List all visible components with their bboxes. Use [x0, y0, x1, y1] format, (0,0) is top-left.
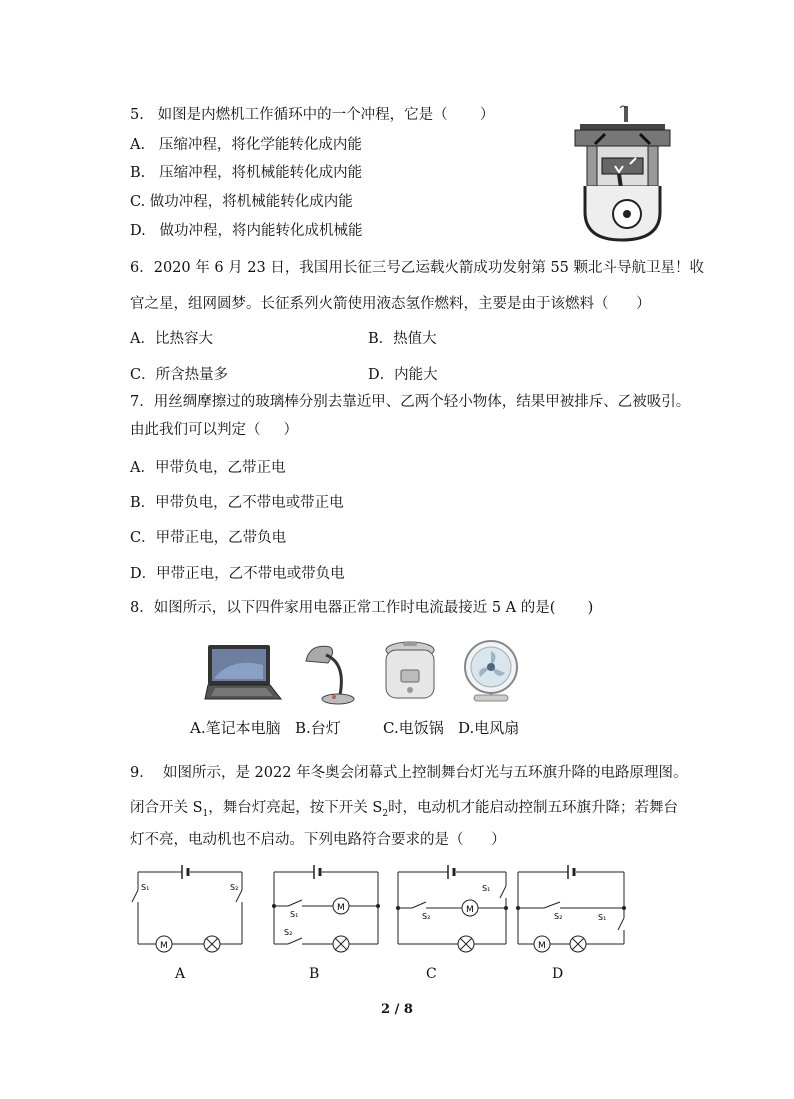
switch-s1-label-c: S₁ [482, 884, 491, 893]
q5-stem: 5. 如图是内燃机工作循环中的一个冲程，它是（ ） [130, 107, 495, 123]
circuit-label-a: A [175, 966, 186, 982]
q8-caption-b: B.台灯 [295, 719, 341, 737]
q5-option-d: D. 做功冲程，将内能转化成机械能 [130, 223, 363, 239]
q9-stem-line3: 灯不亮，电动机也不启动。下列电路符合要求的是（ ） [130, 832, 506, 848]
q7-option-a: A．甲带负电，乙带正电 [130, 460, 286, 476]
motor-label-b: M [337, 903, 345, 913]
switch-s2-label-a: S₂ [230, 883, 239, 892]
motor-label-d: M [538, 941, 546, 951]
circuit-diagram-c [394, 862, 514, 957]
switch-s1-label-a: S₁ [141, 883, 150, 892]
motor-label-a: M [160, 941, 168, 951]
rice-cooker-image [379, 640, 441, 706]
q6-stem-line2: 官之星，组网圆梦。长征系列火箭使用液态氢作燃料，主要是由于该燃料（ ） [130, 296, 651, 312]
q5-option-b: B. 压缩冲程，将机械能转化成内能 [130, 165, 363, 181]
motor-label-c: M [466, 905, 474, 915]
circuit-label-b: B [309, 966, 320, 982]
q7-option-c: C．甲带正电，乙带负电 [130, 530, 287, 546]
q6-option-a: A．比热容大 [130, 331, 213, 347]
q8-caption-a: A.笔记本电脑 [190, 719, 281, 737]
q6-option-d: D．内能大 [368, 367, 438, 383]
laptop-image [203, 643, 283, 703]
circuit-label-d: D [552, 966, 564, 982]
electric-fan-image [460, 637, 522, 705]
q6-stem-line1: 6．2020 年 6 月 23 日，我国用长征三号乙运载火箭成功发射第 55 颗北斗导航卫星！收 [130, 260, 705, 276]
circuit-diagram-d [514, 862, 634, 957]
q7-option-d: D．甲带正电，乙不带电或带负电 [130, 566, 345, 582]
circuit-diagram-b [266, 862, 386, 957]
switch-s2-label-c: S₂ [422, 912, 431, 921]
q7-stem-line1: 7．用丝绸摩擦过的玻璃棒分别去靠近甲、乙两个轻小物体，结果甲被排斥、乙被吸引。 [130, 394, 691, 410]
q8-caption-c: C.电饭锅 [383, 719, 444, 737]
engine-stroke-figure [575, 104, 670, 242]
q5-option-a: A. 压缩冲程，将化学能转化成内能 [130, 137, 362, 153]
circuit-diagram-a [130, 862, 250, 957]
switch-s1-label-b: S₁ [290, 910, 299, 919]
circuit-label-c: C [426, 966, 437, 982]
q6-option-c: C．所含热量多 [130, 367, 229, 383]
q5-option-c: C. 做功冲程，将机械能转化成内能 [130, 194, 353, 210]
desk-lamp-image [300, 641, 360, 705]
switch-s2-label-b: S₂ [284, 928, 293, 937]
switch-s1-label-d: S₁ [598, 913, 607, 922]
q9-stem-line2: 闭合开关 $S_1$，舞台灯亮起，按下开关 $S_2$时，电动机才能启动控制五环旗升降；若舞台 [130, 800, 679, 819]
switch-s2-label-d: S₂ [554, 912, 563, 921]
q7-option-b: B．甲带负电，乙不带电或带正电 [130, 495, 344, 511]
q6-option-b: B．热值大 [368, 331, 437, 347]
q8-caption-d: D.电风扇 [458, 719, 520, 737]
q8-stem: 8．如图所示，以下四件家用电器正常工作时电流最接近 5 A 的是( ) [130, 600, 594, 616]
q7-stem-line2: 由此我们可以判定（ ） [130, 422, 299, 438]
page-number: 2 / 8 [381, 1002, 413, 1017]
q9-stem-line1: 9． 如图所示，是 2022 年冬奥会闭幕式上控制舞台灯光与五环旗升降的电路原理图。 [130, 765, 688, 781]
